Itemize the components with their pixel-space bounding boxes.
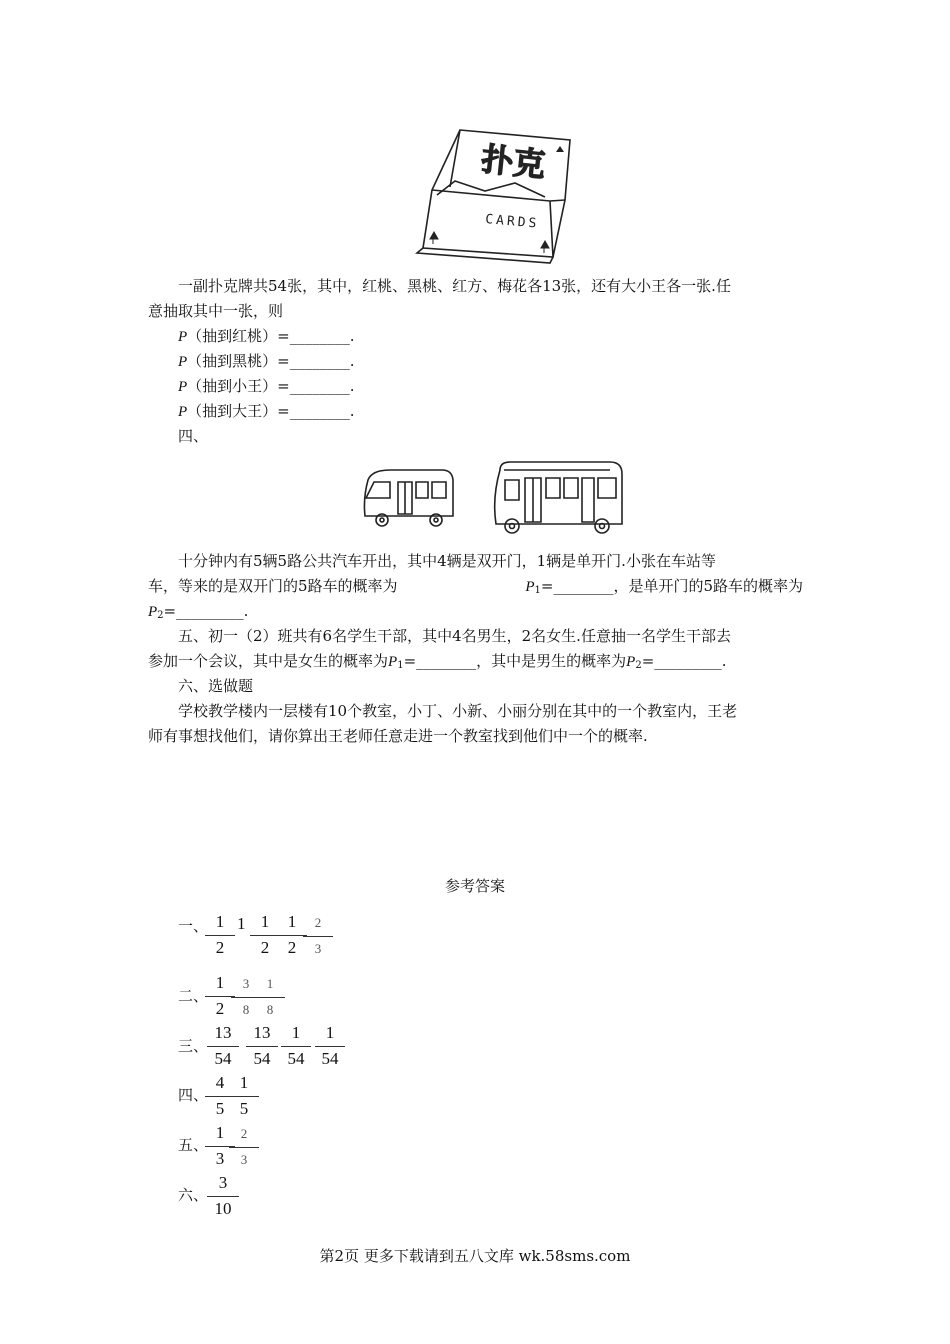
answer-label-4: 四、: [178, 1086, 209, 1104]
answer-4-fraction-1: $\frac{4}{5}$: [205, 1073, 235, 1119]
answer-1-whole: 1: [237, 914, 246, 933]
answer-1-fraction-1: $\frac{1}{2}$: [205, 912, 235, 958]
answer-5-fraction-1: $\frac{1}{3}$: [205, 1123, 235, 1169]
answer-4-fraction-2: $\frac{1}{5}$: [229, 1073, 259, 1119]
section5-line2: 参加一个会议，其中是女生的概率为$P_1=\_\_\_\_\_\_\_\_$，其中是男生的概率为$P_2=\_\_\_\_\_\_\_\_\_$.: [148, 652, 727, 671]
section6-heading: 六、选做题: [178, 677, 254, 695]
answer-1-fraction-3: $\frac{1}{2}$: [277, 912, 307, 958]
section3-line1: 一副扑克牌共54张，其中，红桃、黑桃、红方、梅花各13张，还有大小王各一张.任: [178, 277, 731, 295]
section6-line1: 学校教学楼内一层楼有10个教室，小丁、小新、小丽分别在其中的一个教室内，王老: [178, 702, 738, 720]
answer-3-fraction-4: $\frac{1}{54}$: [315, 1023, 345, 1069]
buses-illustration: [360, 458, 630, 538]
answer-3-fraction-2: $\frac{13}{54}$: [246, 1023, 278, 1069]
section4-line1: 十分钟内有5辆5路公共汽车开出，其中4辆是双开门，1辆是单开门.小张在车站等: [178, 552, 716, 570]
answer-label-3: 三、: [178, 1037, 209, 1055]
section6-line2: 师有事想找他们，请你算出王老师任意走进一个教室找到他们中一个的概率.: [148, 727, 648, 745]
answer-label-6: 六、: [178, 1186, 209, 1204]
answer-5-fraction-2: $\frac{2}{3}$: [229, 1124, 259, 1170]
answer-1-fraction-4: $\frac{2}{3}$: [303, 913, 333, 959]
section3-line2: 意抽取其中一张，则: [148, 302, 284, 320]
prob-small-joker: P（抽到小王）=________.: [178, 377, 355, 395]
answer-label-2: 二、: [178, 987, 209, 1005]
section4-line3: $P_2=\_\_\_\_\_\_\_\_\_$.: [148, 602, 249, 621]
prob-spades: P（抽到黑桃）=________.: [178, 352, 355, 370]
answer-6-fraction-1: $\frac{3}{10}$: [207, 1173, 239, 1219]
answer-2-fraction-1: $\frac{1}{2}$: [205, 973, 235, 1019]
prob-big-joker: P（抽到大王）=________.: [178, 402, 355, 420]
answer-label-5: 五、: [178, 1136, 209, 1154]
card-box-title: 扑克: [479, 139, 548, 185]
page-footer: 第2页 更多下载请到五八文库 wk.58sms.com: [319, 1247, 631, 1265]
section4-heading: 四、: [178, 427, 209, 445]
answer-3-fraction-1: $\frac{13}{54}$: [207, 1023, 239, 1069]
answer-3-fraction-3: $\frac{1}{54}$: [281, 1023, 311, 1069]
answer-2-fraction-3: $\frac{1}{8}$: [255, 974, 285, 1020]
answer-2-fraction-2: $\frac{3}{8}$: [231, 974, 261, 1020]
answer-label-1: 一、: [178, 917, 209, 935]
playing-cards-box-illustration: [415, 125, 575, 265]
answer-1-fraction-2: $\frac{1}{2}$: [250, 912, 280, 958]
section5-line1: 五、初一（2）班共有6名学生干部，其中4名男生，2名女生.任意抽一名学生干部去: [178, 627, 731, 645]
answers-title: 参考答案: [444, 877, 505, 895]
card-box-label: CARDS: [484, 212, 540, 232]
prob-hearts: P（抽到红桃）=________.: [178, 327, 355, 345]
section4-line2: 车，等来的是双开门的5路车的概率为 $P_1=\_\_\_\_\_\_\_\_$，是单开门的5路车的概率为: [148, 577, 803, 596]
